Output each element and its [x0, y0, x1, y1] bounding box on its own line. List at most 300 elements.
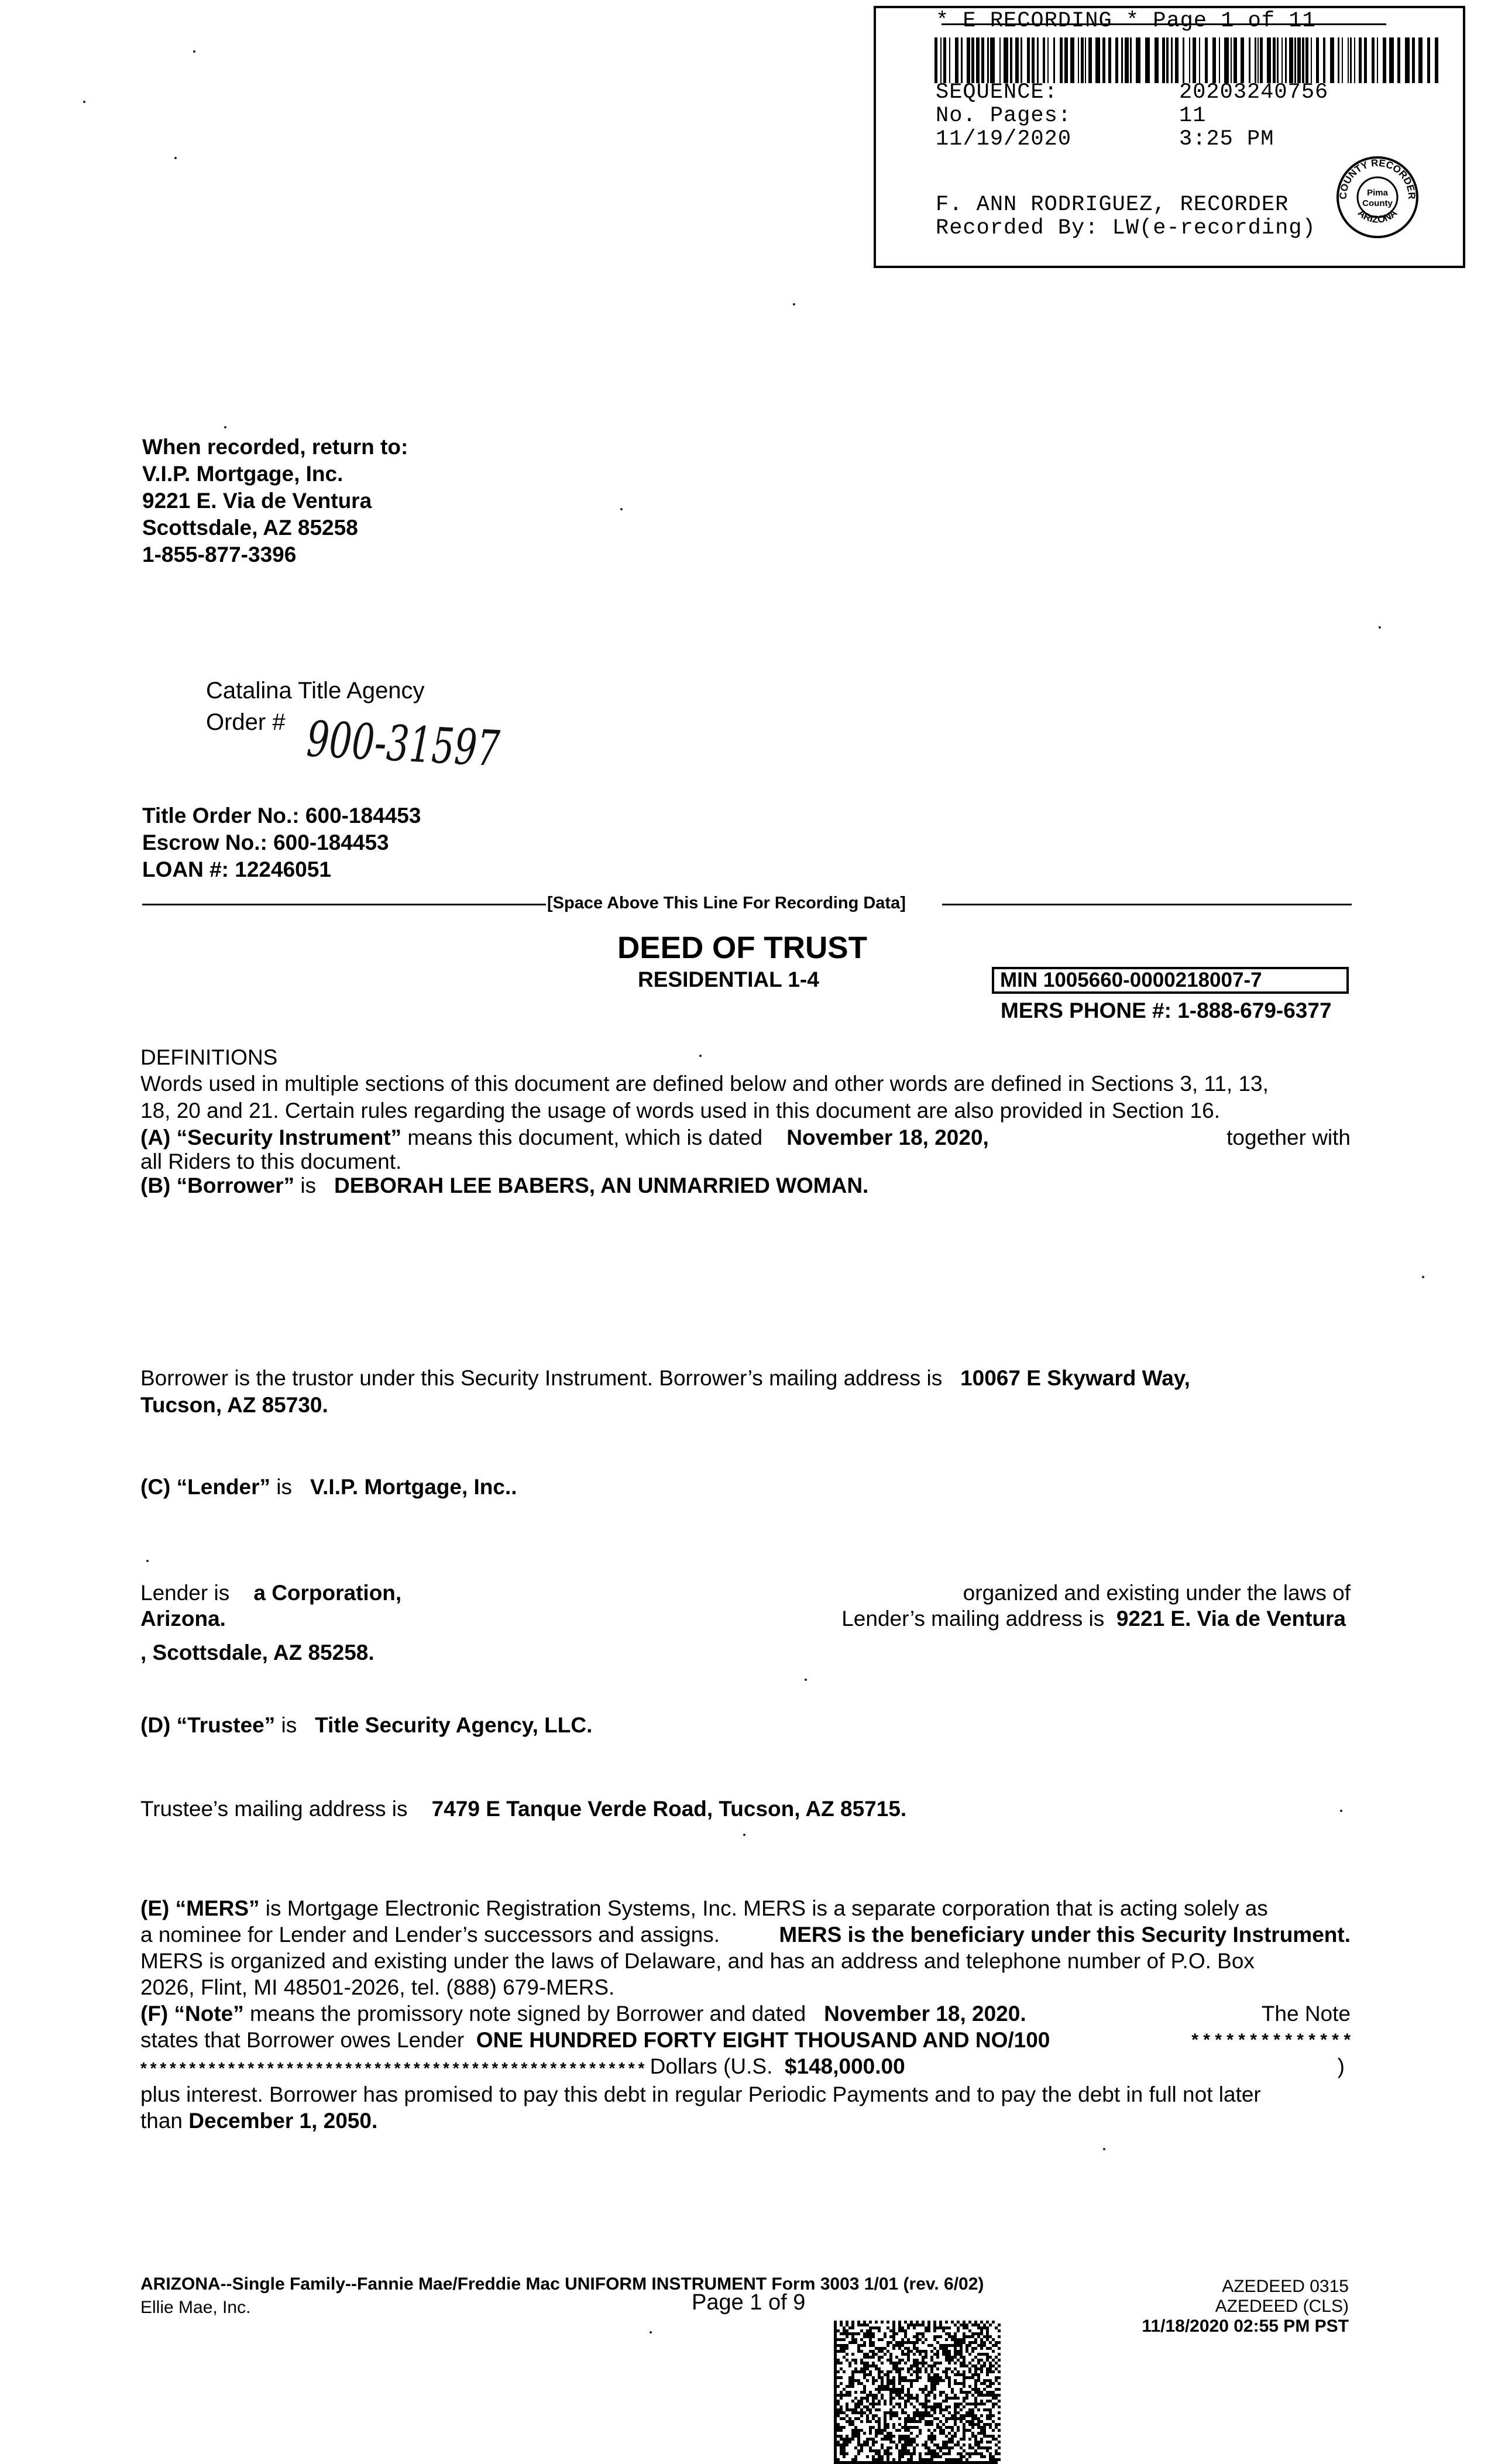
- code-module: [872, 2403, 875, 2405]
- code-module: [854, 2435, 857, 2438]
- code-module: [936, 2362, 939, 2365]
- code-module: [857, 2411, 860, 2414]
- code-module: [922, 2356, 925, 2359]
- code-module: [860, 2411, 863, 2414]
- code-module: [875, 2403, 878, 2405]
- code-module: [904, 2405, 907, 2408]
- code-module: [963, 2376, 966, 2379]
- code-module: [898, 2326, 901, 2329]
- code-module: [922, 2414, 925, 2417]
- code-module: [837, 2403, 840, 2405]
- code-module: [872, 2326, 875, 2329]
- code-module: [942, 2326, 945, 2329]
- code-module: [901, 2329, 904, 2332]
- code-module: [846, 2332, 848, 2335]
- code-module: [843, 2344, 846, 2347]
- code-module: [948, 2461, 951, 2464]
- code-module: [846, 2335, 848, 2338]
- barcode-bar: [1249, 37, 1250, 83]
- code-module: [948, 2397, 951, 2400]
- code-module: [989, 2382, 992, 2385]
- code-module: [854, 2391, 857, 2394]
- code-module: [898, 2438, 901, 2441]
- code-module: [974, 2382, 977, 2385]
- code-module: [942, 2423, 945, 2426]
- code-module: [925, 2441, 927, 2444]
- code-module: [872, 2350, 875, 2353]
- code-module: [872, 2353, 875, 2356]
- code-module: [866, 2329, 869, 2332]
- code-module: [963, 2365, 966, 2367]
- code-module: [989, 2362, 992, 2365]
- document-title: DEED OF TRUST: [617, 931, 867, 965]
- code-module: [966, 2414, 968, 2417]
- code-module: [898, 2452, 901, 2455]
- recording-header: * E RECORDING * Page 1 of 11: [936, 9, 1316, 33]
- code-module: [954, 2338, 957, 2341]
- code-module: [933, 2324, 936, 2326]
- code-module: [963, 2455, 966, 2458]
- code-module: [887, 2321, 889, 2324]
- code-module: [922, 2335, 925, 2338]
- code-module: [840, 2461, 843, 2464]
- code-module: [887, 2373, 889, 2376]
- code-module: [881, 2347, 884, 2350]
- code-module: [834, 2356, 837, 2359]
- code-module: [863, 2370, 866, 2373]
- barcode-bar: [1241, 37, 1244, 83]
- code-module: [843, 2329, 846, 2332]
- code-module: [922, 2403, 925, 2405]
- code-module: [945, 2344, 948, 2347]
- code-module: [942, 2408, 945, 2411]
- code-module: [851, 2382, 854, 2385]
- code-module: [907, 2449, 910, 2452]
- def-a-date: November 18, 2020,: [786, 1125, 989, 1149]
- code-module: [884, 2373, 887, 2376]
- definition-a: [140, 1124, 1351, 1151]
- code-module: [922, 2359, 925, 2362]
- code-module: [878, 2350, 881, 2353]
- code-module: [895, 2365, 898, 2367]
- maturity-date: December 1, 2050.: [188, 2109, 378, 2133]
- code-module: [892, 2338, 895, 2341]
- code-module: [945, 2446, 948, 2449]
- code-module: [916, 2324, 919, 2326]
- code-module: [910, 2373, 913, 2376]
- code-module: [986, 2394, 989, 2397]
- code-module: [843, 2347, 846, 2350]
- code-module: [843, 2455, 846, 2458]
- code-module: [957, 2429, 960, 2432]
- code-module: [860, 2329, 863, 2332]
- code-module: [945, 2359, 948, 2362]
- code-module: [843, 2417, 846, 2420]
- code-module: [851, 2411, 854, 2414]
- code-module: [840, 2426, 843, 2429]
- code-module: [927, 2344, 930, 2347]
- code-module: [930, 2449, 933, 2452]
- code-module: [966, 2326, 968, 2329]
- code-module: [834, 2458, 837, 2461]
- code-module: [887, 2376, 889, 2379]
- code-module: [889, 2382, 892, 2385]
- code-module: [851, 2420, 854, 2423]
- code-module: [901, 2379, 904, 2382]
- code-module: [863, 2391, 866, 2394]
- barcode-bar: [1037, 37, 1039, 83]
- code-module: [910, 2458, 913, 2461]
- def-f-tail: The Note: [1261, 2002, 1351, 2026]
- code-module: [834, 2438, 837, 2441]
- barcode-bar: [1175, 37, 1179, 83]
- code-module: [945, 2347, 948, 2350]
- code-module: [925, 2329, 927, 2332]
- code-module: [948, 2332, 951, 2335]
- code-module: [840, 2376, 843, 2379]
- code-module: [916, 2335, 919, 2338]
- code-module: [901, 2444, 904, 2446]
- definition-d: [140, 1712, 1351, 1739]
- code-module: [904, 2347, 907, 2350]
- code-module: [863, 2367, 866, 2370]
- code-module: [884, 2385, 887, 2388]
- code-module: [857, 2350, 860, 2353]
- code-module: [945, 2321, 948, 2324]
- dollars-label: Dollars (U.S.: [650, 2054, 773, 2078]
- code-module: [910, 2444, 913, 2446]
- code-module: [963, 2444, 966, 2446]
- code-module: [913, 2438, 916, 2441]
- code-module: [901, 2341, 904, 2344]
- loan-number: LOAN #: 12246051: [142, 857, 331, 881]
- barcode-bar: [1027, 37, 1030, 83]
- code-module: [974, 2356, 977, 2359]
- code-module: [889, 2446, 892, 2449]
- code-module: [892, 2382, 895, 2385]
- barcode-bar: [1323, 37, 1325, 83]
- code-module: [843, 2449, 846, 2452]
- code-module: [878, 2429, 881, 2432]
- code-module: [925, 2452, 927, 2455]
- code-module: [887, 2426, 889, 2429]
- scan-speck: [793, 303, 795, 306]
- barcode-bar: [1372, 37, 1375, 83]
- code-module: [977, 2379, 980, 2382]
- barcode-bar: [1115, 37, 1118, 83]
- code-module: [916, 2338, 919, 2341]
- code-module: [866, 2365, 869, 2367]
- code-module: [860, 2359, 863, 2362]
- code-module: [983, 2365, 986, 2367]
- code-module: [904, 2461, 907, 2464]
- note-date: November 18, 2020.: [824, 2002, 1026, 2026]
- code-module: [840, 2429, 843, 2432]
- code-module: [995, 2326, 998, 2329]
- code-module: [898, 2341, 901, 2344]
- code-module: [846, 2405, 848, 2408]
- code-module: [989, 2379, 992, 2382]
- code-module: [986, 2356, 989, 2359]
- code-module: [939, 2362, 942, 2365]
- code-module: [846, 2461, 848, 2464]
- code-module: [834, 2435, 837, 2438]
- code-module: [948, 2432, 951, 2435]
- code-module: [957, 2326, 960, 2329]
- code-module: [960, 2403, 963, 2405]
- code-module: [916, 2379, 919, 2382]
- code-module: [974, 2461, 977, 2464]
- code-module: [954, 2335, 957, 2338]
- code-module: [866, 2455, 869, 2458]
- code-module: [995, 2388, 998, 2391]
- definitions-heading: DEFINITIONS: [140, 1045, 278, 1069]
- barcode-bar: [1316, 37, 1319, 83]
- code-module: [974, 2365, 977, 2367]
- def-e-text-1: is Mortgage Electronic Registration Systems, Inc. MERS is a separate corporation that is acting solely as: [265, 1896, 1268, 1920]
- code-module: [936, 2335, 939, 2338]
- code-module: [922, 2388, 925, 2391]
- code-module: [922, 2417, 925, 2420]
- code-module: [980, 2321, 983, 2324]
- code-module: [948, 2326, 951, 2329]
- code-module: [916, 2397, 919, 2400]
- code-module: [904, 2329, 907, 2332]
- code-module: [869, 2341, 872, 2344]
- code-module: [892, 2461, 895, 2464]
- code-module: [916, 2365, 919, 2367]
- code-module: [974, 2332, 977, 2335]
- code-module: [951, 2414, 954, 2417]
- barcode-bar: [1294, 37, 1296, 83]
- code-module: [834, 2391, 837, 2394]
- code-module: [910, 2341, 913, 2344]
- code-module: [848, 2391, 851, 2394]
- code-module: [922, 2458, 925, 2461]
- code-module: [854, 2341, 857, 2344]
- code-module: [904, 2400, 907, 2403]
- code-module: [930, 2376, 933, 2379]
- code-module: [887, 2385, 889, 2388]
- code-module: [966, 2458, 968, 2461]
- code-module: [933, 2362, 936, 2365]
- code-module: [851, 2435, 854, 2438]
- code-module: [957, 2359, 960, 2362]
- code-module: [846, 2441, 848, 2444]
- code-module: [916, 2414, 919, 2417]
- code-module: [916, 2376, 919, 2379]
- barcode-bar: [1302, 37, 1304, 83]
- code-module: [919, 2429, 922, 2432]
- code-module: [872, 2414, 875, 2417]
- barcode-bar: [990, 37, 995, 83]
- code-module: [939, 2455, 942, 2458]
- code-module: [892, 2376, 895, 2379]
- code-module: [974, 2397, 977, 2400]
- code-module: [983, 2446, 986, 2449]
- code-module: [834, 2423, 837, 2426]
- code-module: [922, 2321, 925, 2324]
- code-module: [834, 2385, 837, 2388]
- borrower-text: Borrower is the trustor under this Security Instrument. Borrower’s mailing address is: [140, 1366, 943, 1390]
- code-module: [881, 2385, 884, 2388]
- code-module: [904, 2452, 907, 2455]
- code-module: [986, 2391, 989, 2394]
- code-module: [963, 2326, 966, 2329]
- code-module: [998, 2394, 1001, 2397]
- code-module: [980, 2347, 983, 2350]
- code-module: [980, 2455, 983, 2458]
- code-module: [916, 2332, 919, 2335]
- code-module: [968, 2391, 971, 2394]
- code-module: [986, 2385, 989, 2388]
- code-module: [945, 2435, 948, 2438]
- code-module: [925, 2420, 927, 2423]
- code-module: [904, 2417, 907, 2420]
- code-module: [910, 2426, 913, 2429]
- barcode-bar: [1155, 37, 1159, 83]
- code-module: [968, 2335, 971, 2338]
- code-module: [851, 2461, 854, 2464]
- code-module: [936, 2353, 939, 2356]
- lender-is: Lender is: [140, 1581, 230, 1605]
- code-module: [843, 2411, 846, 2414]
- code-module: [863, 2365, 866, 2367]
- code-module: [892, 2379, 895, 2382]
- code-module: [951, 2438, 954, 2441]
- code-module: [846, 2414, 848, 2417]
- code-module: [834, 2420, 837, 2423]
- code-module: [930, 2344, 933, 2347]
- code-module: [892, 2335, 895, 2338]
- code-module: [927, 2414, 930, 2417]
- code-module: [910, 2461, 913, 2464]
- code-module: [901, 2446, 904, 2449]
- code-module: [977, 2417, 980, 2420]
- recorder-name: F. ANN RODRIGUEZ, RECORDER: [936, 193, 1289, 217]
- barcode-bar: [1032, 37, 1035, 83]
- code-module: [922, 2444, 925, 2446]
- code-module: [910, 2417, 913, 2420]
- code-module: [907, 2341, 910, 2344]
- lender-state: Arizona.: [140, 1607, 226, 1631]
- code-module: [919, 2455, 922, 2458]
- borrower-address-line: [140, 1365, 1351, 1392]
- code-module: [895, 2367, 898, 2370]
- code-module: [848, 2376, 851, 2379]
- barcode-bar: [1234, 37, 1237, 83]
- code-module: [889, 2329, 892, 2332]
- code-module: [843, 2326, 846, 2329]
- code-module: [869, 2329, 872, 2332]
- code-module: [884, 2438, 887, 2441]
- code-module: [904, 2353, 907, 2356]
- code-module: [971, 2376, 974, 2379]
- code-module: [925, 2397, 927, 2400]
- code-module: [837, 2426, 840, 2429]
- code-module: [922, 2362, 925, 2365]
- code-module: [872, 2382, 875, 2385]
- def-d-is: is: [281, 1713, 297, 1737]
- code-module: [998, 2458, 1001, 2461]
- code-module: [872, 2379, 875, 2382]
- code-module: [895, 2356, 898, 2359]
- code-module: [998, 2435, 1001, 2438]
- code-module: [980, 2394, 983, 2397]
- code-module: [869, 2461, 872, 2464]
- code-module: [857, 2405, 860, 2408]
- code-module: [922, 2461, 925, 2464]
- seal-bottom-text: ARIZONA: [1355, 207, 1400, 225]
- code-module: [957, 2370, 960, 2373]
- code-module: [854, 2455, 857, 2458]
- code-module: [907, 2441, 910, 2444]
- code-module: [889, 2408, 892, 2411]
- code-module: [840, 2449, 843, 2452]
- code-module: [913, 2362, 916, 2365]
- code-module: [901, 2408, 904, 2411]
- code-module: [857, 2379, 860, 2382]
- code-module: [854, 2367, 857, 2370]
- code-module: [848, 2423, 851, 2426]
- code-module: [986, 2400, 989, 2403]
- code-module: [939, 2379, 942, 2382]
- code-module: [834, 2362, 837, 2365]
- code-module: [907, 2458, 910, 2461]
- code-module: [922, 2405, 925, 2408]
- code-module: [960, 2338, 963, 2341]
- code-module: [963, 2391, 966, 2394]
- code-module: [936, 2379, 939, 2382]
- code-module: [913, 2379, 916, 2382]
- code-module: [860, 2344, 863, 2347]
- code-module: [907, 2435, 910, 2438]
- code-module: [930, 2438, 933, 2441]
- code-module: [904, 2435, 907, 2438]
- code-module: [930, 2414, 933, 2417]
- code-module: [971, 2332, 974, 2335]
- code-module: [904, 2394, 907, 2397]
- code-module: [840, 2444, 843, 2446]
- lender-mail-label: Lender’s mailing address is: [841, 1607, 1105, 1631]
- code-module: [948, 2350, 951, 2353]
- code-module: [869, 2365, 872, 2367]
- code-module: [878, 2373, 881, 2376]
- code-module: [930, 2441, 933, 2444]
- code-module: [986, 2332, 989, 2335]
- code-module: [910, 2420, 913, 2423]
- scan-speck: [620, 508, 623, 510]
- code-module: [892, 2441, 895, 2444]
- code-module: [910, 2350, 913, 2353]
- return-company: V.I.P. Mortgage, Inc.: [142, 462, 343, 486]
- code-module: [951, 2397, 954, 2400]
- code-module: [989, 2423, 992, 2426]
- scan-speck: [1422, 1276, 1424, 1278]
- code-module: [954, 2353, 957, 2356]
- code-module: [887, 2382, 889, 2385]
- code-module: [960, 2458, 963, 2461]
- code-module: [992, 2429, 995, 2432]
- code-module: [907, 2326, 910, 2329]
- code-module: [869, 2391, 872, 2394]
- code-module: [995, 2394, 998, 2397]
- code-module: [927, 2379, 930, 2382]
- code-module: [863, 2373, 866, 2376]
- barcode-bar: [1108, 37, 1111, 83]
- code-module: [992, 2338, 995, 2341]
- code-module: [936, 2356, 939, 2359]
